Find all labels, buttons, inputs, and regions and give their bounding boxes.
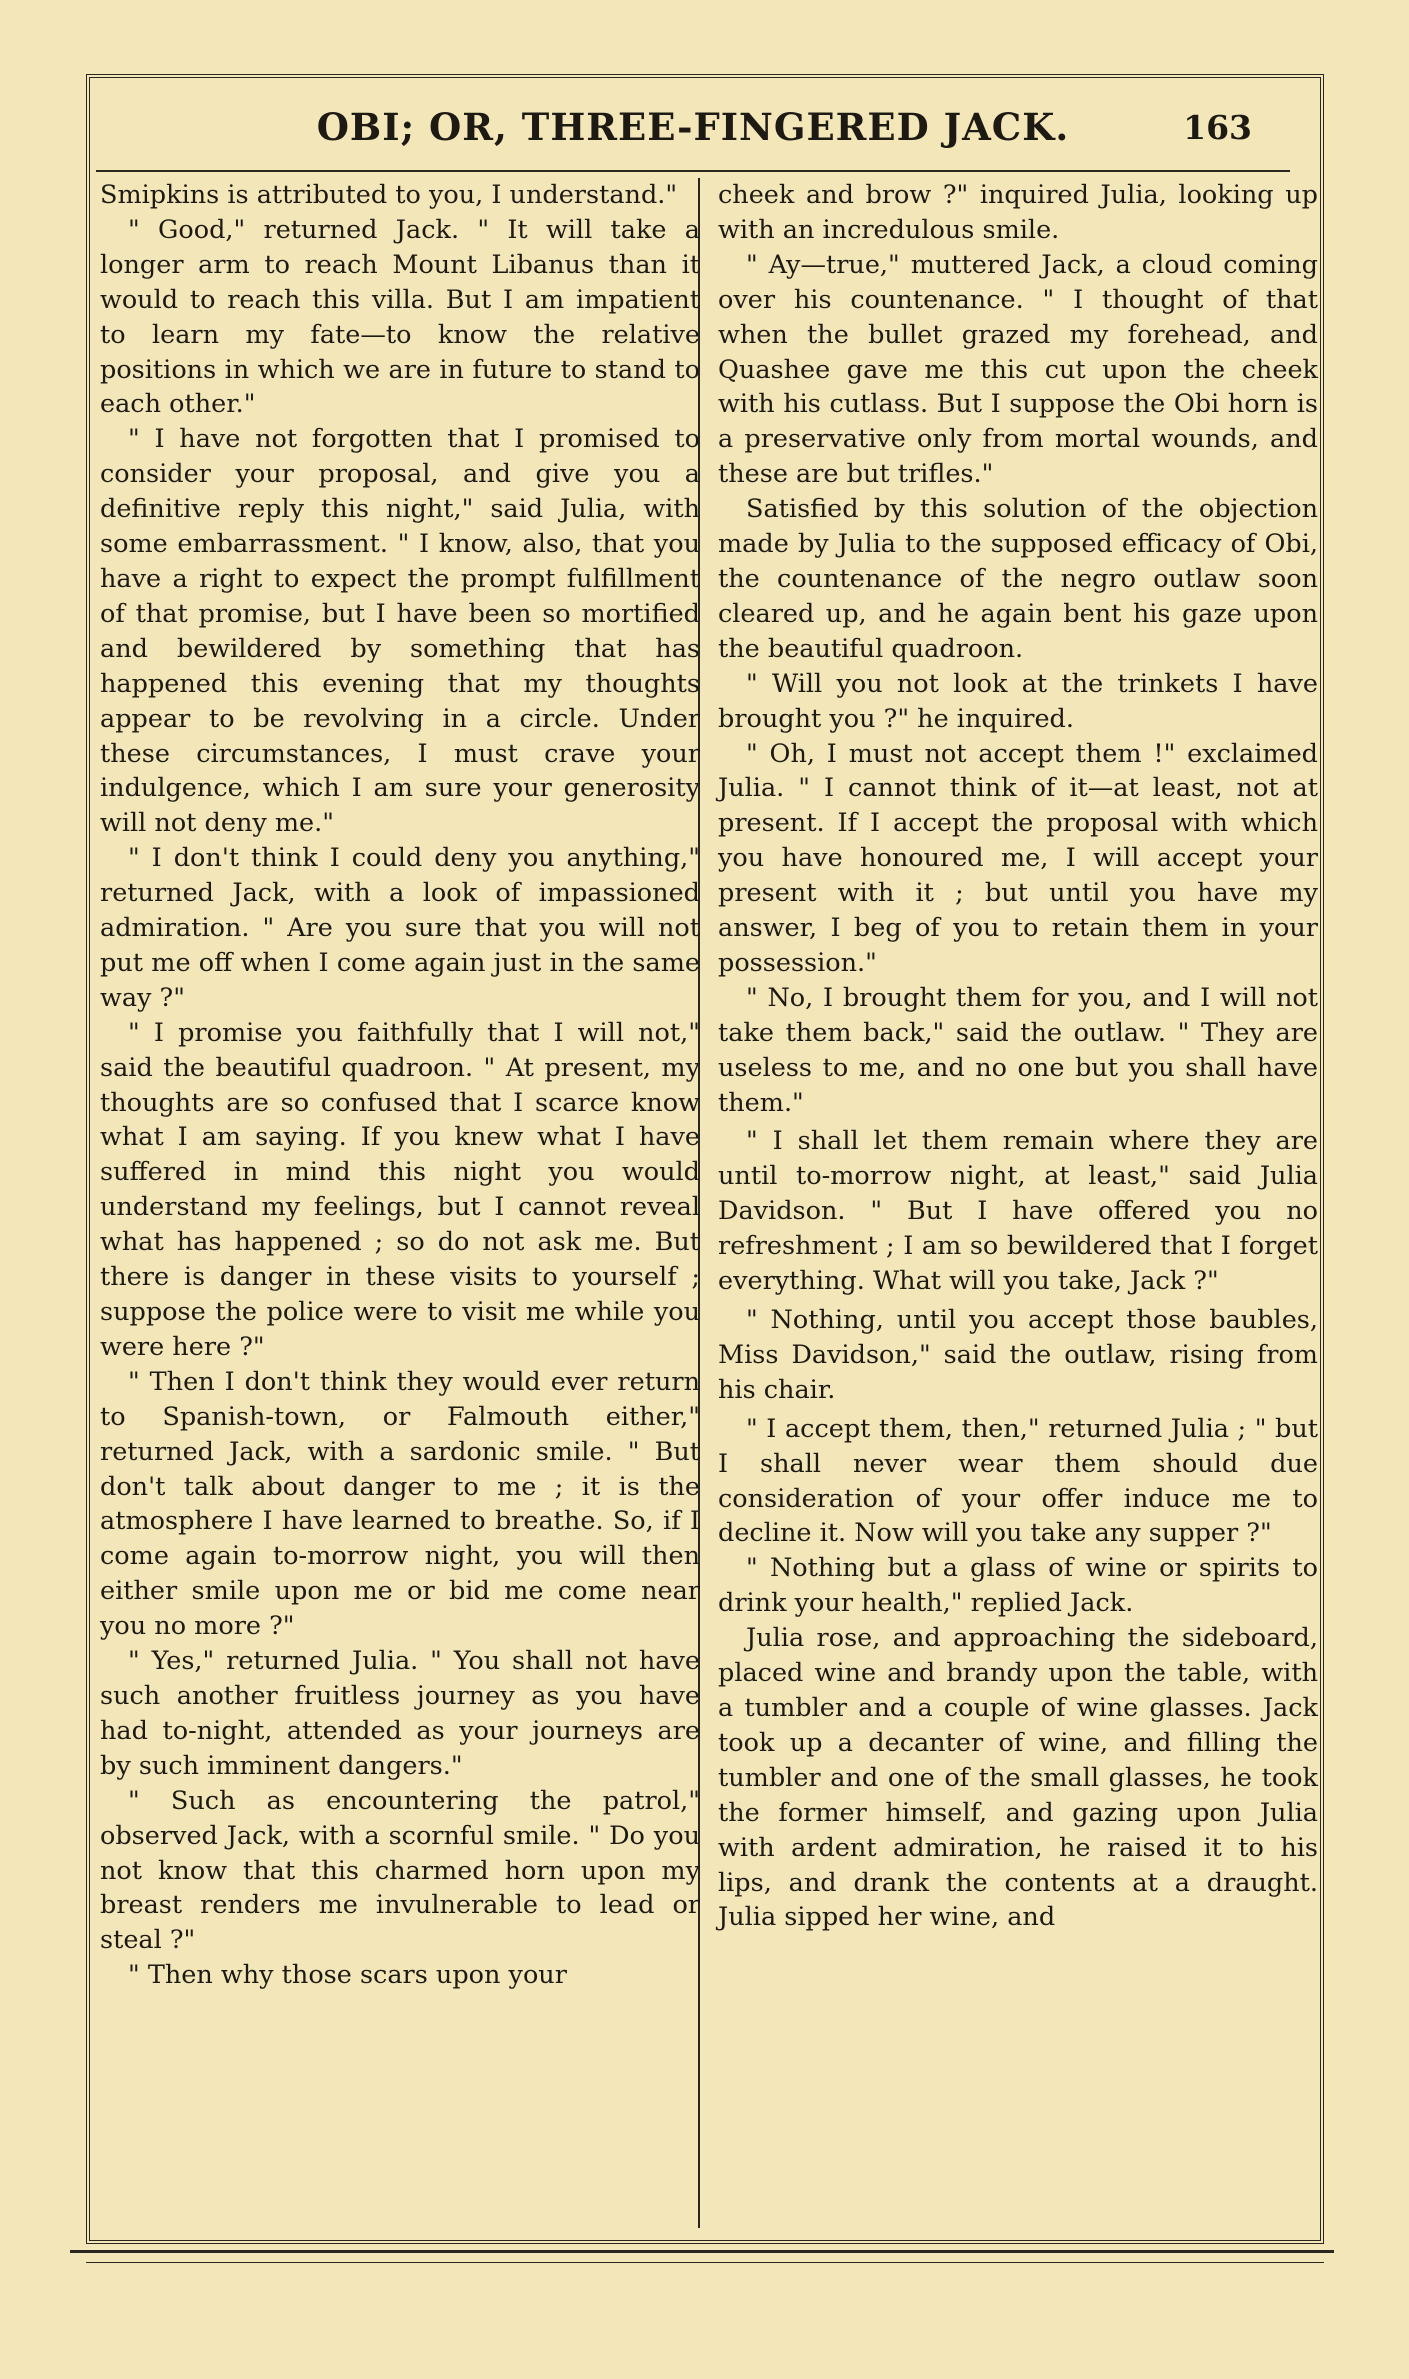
page-number: 163 bbox=[1183, 108, 1252, 147]
paragraph: " Ay—true," muttered Jack, a cloud coming over his countenance. " I thought of that when the bullet grazed my forehead, and Quashee gave me this cut upon the cheek with his cutlass. But I suppose the Obi horn is a preservative only from mortal wounds, and these are but trifles." bbox=[718, 249, 1318, 490]
paragraph: " Nothing but a glass of wine or spirits to drink your health," replied Jack. bbox=[718, 1553, 1318, 1619]
header-rule bbox=[96, 170, 1290, 172]
paragraph: " Good," returned Jack. " It will take a longer arm to reach Mount Libanus than it would to reach this villa. But I am impatient to learn my fate—to know the relative positions in which we are in future to stand to each other." bbox=[100, 214, 700, 420]
paragraph: " No, I brought them for you, and I will not take them back," said the outlaw. " They are useless to me, and no one but you shall have them." bbox=[718, 982, 1318, 1118]
paragraph: " Then why those scars upon your bbox=[128, 1960, 567, 1991]
paragraph: " Nothing, until you accept those baubles, Miss Davidson," said the outlaw, rising from his chair. bbox=[718, 1305, 1318, 1405]
paragraph: cheek and brow ?" inquired Julia, looking up with an incredulous smile. bbox=[718, 180, 1318, 245]
paragraph: " I shall let them remain where they are until to-morrow night, at least," said Julia Davidson. " But I have offered you no refreshment ; I am so bewildered that I forget everything. What will you take, Jack ?" bbox=[718, 1126, 1318, 1297]
paragraph: " Then I don't think they would ever return to Spanish-town, or Falmouth either," returned Jack, with a sardonic smile. " But don't talk about danger to me ; it is the atmosphere I have learned to breathe. So, if I come again to-morrow night, you will then either smile upon me or bid me come near you no more ?" bbox=[100, 1366, 700, 1642]
paragraph: " I accept them, then," returned Julia ; " but I shall never wear them should due consideration of your offer induce me to decline it. Now will you take any supper ?" bbox=[718, 1413, 1318, 1549]
right-column bbox=[718, 178, 1318, 1935]
paragraph: " I have not forgotten that I promised to consider your proposal, and give you a definitive reply this night," said Julia, with some embarrassment. " I know, also, that you have a right to expect the prompt fulfillment of that promise, but I have been so mortified and bewildered by something that has happened this evening that my thoughts appear to be revolving in a circle. Under these circumstances, I must crave your indulgence, which I am sure your generosity will not deny me." bbox=[100, 424, 700, 839]
bottom-rule-thin bbox=[86, 2262, 1324, 2263]
left-column bbox=[100, 178, 700, 1993]
paragraph: Julia rose, and approaching the sideboard, placed wine and brandy upon the table, with a tumbler and a couple of wine glasses. Jack took up a decanter of wine, and filling the tumbler and one of the small glasses, he took the former himself, and gazing upon Julia with ardent admiration, he raised it to his lips, and drank the contents at a draught. Julia sipped her wine, and bbox=[718, 1623, 1318, 1933]
paragraph: " Yes," returned Julia. " You shall not have such another fruitless journey as you have had to-night, attended as your journeys are by such imminent dangers." bbox=[100, 1646, 700, 1781]
paragraph: " Will you not look at the trinkets I have brought you ?" he inquired. bbox=[718, 668, 1318, 734]
paragraph: " Such as encountering the patrol," observed Jack, with a scornful smile. " Do you not know that this charmed horn upon my breast renders me invulnerable to lead or steal ?" bbox=[100, 1785, 700, 1956]
paragraph: " I promise you faithfully that I will not," said the beautiful quadroon. " At present, my thoughts are so confused that I scarce know what I am saying. If you knew what I have suffered in mind this night you would understand my feelings, but I cannot reveal what has happened ; so do not ask me. But there is danger in these visits to yourself ; suppose the police were to visit me while you were here ?" bbox=[100, 1017, 700, 1362]
page-header bbox=[96, 92, 1290, 162]
paragraph: Smipkins is attributed to you, I understand." bbox=[100, 180, 678, 210]
bottom-rule bbox=[70, 2250, 1334, 2253]
paragraph: " I don't think I could deny you anything," returned Jack, with a look of impassioned admiration. " Are you sure that you will not put me off when I come again just in the same way ?" bbox=[100, 843, 700, 1013]
paragraph: " Oh, I must not accept them !" exclaimed Julia. " I cannot think of it—at least, not at present. If I accept the proposal with which you have honoured me, I will accept your present with it ; but until you have my answer, I beg of you to retain them in your possession." bbox=[718, 738, 1318, 978]
paragraph: Satisfied by this solution of the objection made by Julia to the supposed efficacy of Obi, the countenance of the negro outlaw soon cleared up, and he again bent his gaze upon the beautiful quadroon. bbox=[718, 494, 1318, 664]
running-title: OBI; OR, THREE-FINGERED JACK. bbox=[316, 105, 1070, 149]
